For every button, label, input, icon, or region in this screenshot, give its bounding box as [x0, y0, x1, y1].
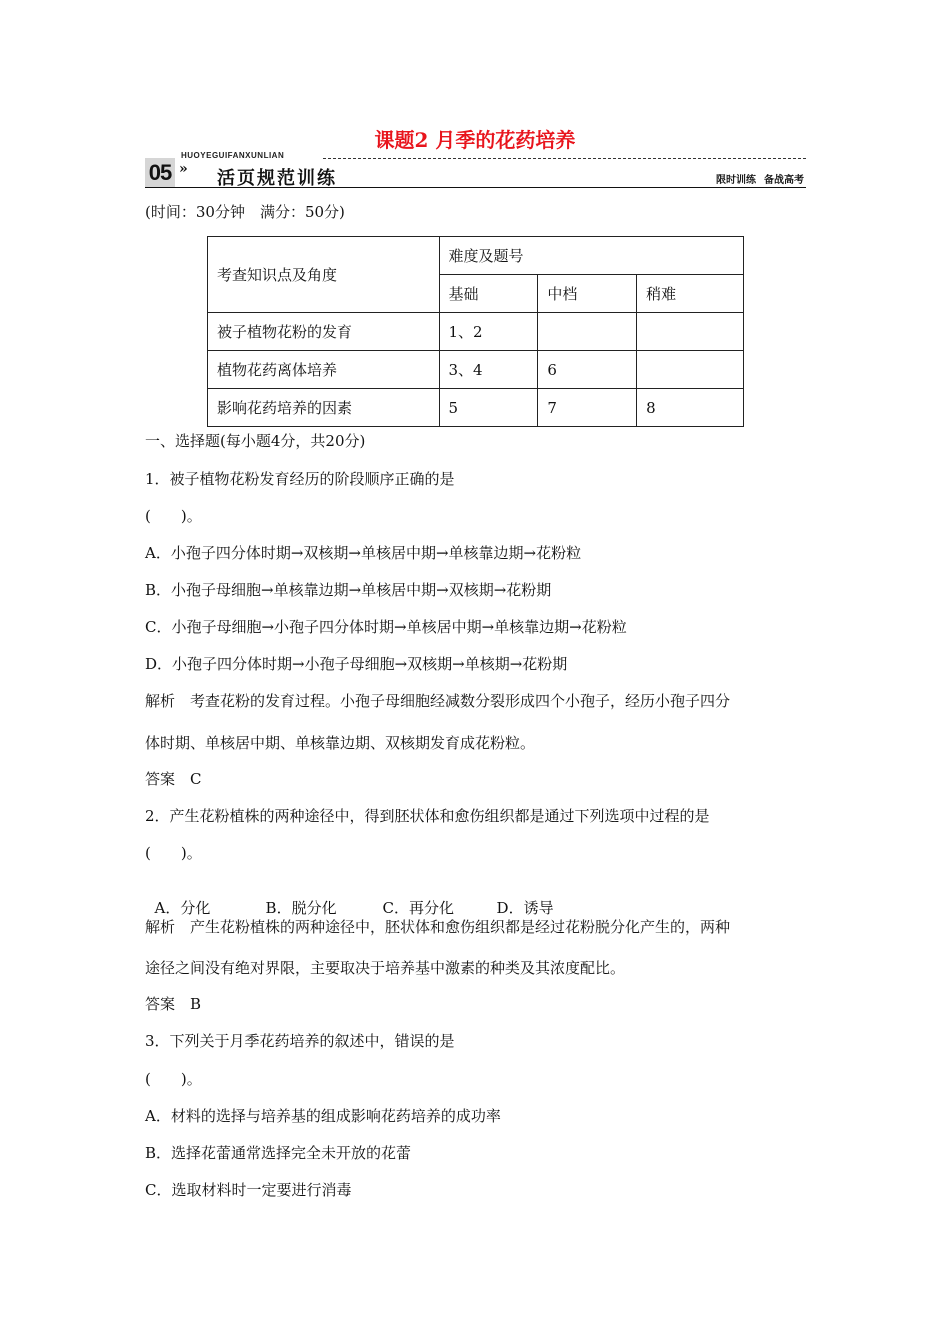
banner-tagline — [708, 171, 804, 186]
table-subheader: 中档 — [538, 275, 637, 313]
table-header-topic: 考查知识点及角度 — [208, 237, 440, 313]
table-cell: 3、4 — [439, 351, 538, 389]
question-3-answer-blank: ( )。 — [145, 1070, 202, 1088]
section-heading: 一、选择题(每小题4分，共20分) — [145, 432, 366, 450]
question-2-answer: 答案 B — [145, 995, 202, 1013]
question-1-analysis-cont: 体时期、单核居中期、单核靠边期、双核期发育成花粉粒。 — [145, 734, 536, 752]
question-1-option-d: D．小孢子四分体时期→小孢子母细胞→双核期→单核期→花粉期 — [145, 655, 568, 673]
table-row — [208, 313, 744, 351]
question-2-option-d: D．诱导 — [496, 899, 554, 917]
question-3-option-a: A．材料的选择与培养基的组成影响花药培养的成功率 — [145, 1107, 501, 1125]
table-cell — [637, 351, 744, 389]
question-1-option-c: C．小孢子母细胞→小孢子四分体时期→单核居中期→单核靠边期→花粉粒 — [145, 618, 627, 636]
table-cell: 被子植物花粉的发育 — [208, 313, 440, 351]
table-header-difficulty: 难度及题号 — [439, 237, 743, 275]
banner-dashed-divider — [323, 158, 806, 159]
table-subheader: 基础 — [439, 275, 538, 313]
question-3-option-b: B．选择花蕾通常选择完全未开放的花蕾 — [145, 1144, 412, 1162]
double-chevron-icon: » — [179, 161, 188, 177]
time-score-info: (时间：30分钟 满分：50分) — [145, 203, 345, 221]
question-2-option-b: B．脱分化 — [265, 899, 337, 917]
question-2-option-c: C．再分化 — [382, 899, 455, 917]
table-cell: 1、2 — [439, 313, 538, 351]
question-3-stem: 3．下列关于月季花药培养的叙述中，错误的是 — [145, 1032, 455, 1050]
question-2-analysis: 解析 产生花粉植株的两种途径中，胚状体和愈伤组织都是经过花粉脱分化产生的，两种 — [145, 918, 731, 936]
table-cell: 5 — [439, 389, 538, 427]
banner-tag-1: 限时训练 — [716, 175, 756, 186]
question-1-option-a: A．小孢子四分体时期→双核期→单核居中期→单核靠边期→花粉粒 — [145, 544, 582, 562]
question-1-answer-blank: ( )。 — [145, 507, 202, 525]
table-cell — [538, 313, 637, 351]
table-row — [208, 389, 744, 427]
question-1-analysis: 解析 考查花粉的发育过程。小孢子母细胞经减数分裂形成四个小孢子，经历小孢子四分 — [145, 692, 731, 710]
banner-number: 05 — [145, 158, 175, 187]
banner-divider — [145, 187, 806, 188]
question-2-option-a: A．分化 — [154, 899, 211, 917]
page-title: 课题2 月季的花药培养 — [374, 128, 576, 152]
section-banner — [145, 153, 806, 189]
banner-pinyin: HUOYEGUIFANXUNLIAN — [181, 151, 285, 160]
knowledge-table — [207, 236, 744, 427]
table-cell: 植物花药离体培养 — [208, 351, 440, 389]
table-cell: 7 — [538, 389, 637, 427]
table-cell — [637, 313, 744, 351]
table-cell: 6 — [538, 351, 637, 389]
question-2-answer-blank: ( )。 — [145, 844, 202, 862]
question-3-option-c: C．选取材料时一定要进行消毒 — [145, 1181, 352, 1199]
question-1-answer: 答案 C — [145, 770, 202, 788]
question-2-options — [145, 879, 554, 918]
banner-title: 活页规范训练 — [217, 168, 337, 189]
table-cell: 影响花药培养的因素 — [208, 389, 440, 427]
table-cell: 8 — [637, 389, 744, 427]
question-2-stem: 2．产生花粉植株的两种途径中，得到胚状体和愈伤组织都是通过下列选项中过程的是 — [145, 807, 710, 825]
banner-tag-2: 备战高考 — [764, 175, 804, 186]
question-1-stem: 1．被子植物花粉发育经历的阶段顺序正确的是 — [145, 470, 455, 488]
table-row — [208, 351, 744, 389]
question-1-option-b: B．小孢子母细胞→单核靠边期→单核居中期→双核期→花粉期 — [145, 581, 552, 599]
question-2-analysis-cont: 途径之间没有绝对界限，主要取决于培养基中激素的种类及其浓度配比。 — [145, 959, 626, 977]
table-subheader: 稍难 — [637, 275, 744, 313]
